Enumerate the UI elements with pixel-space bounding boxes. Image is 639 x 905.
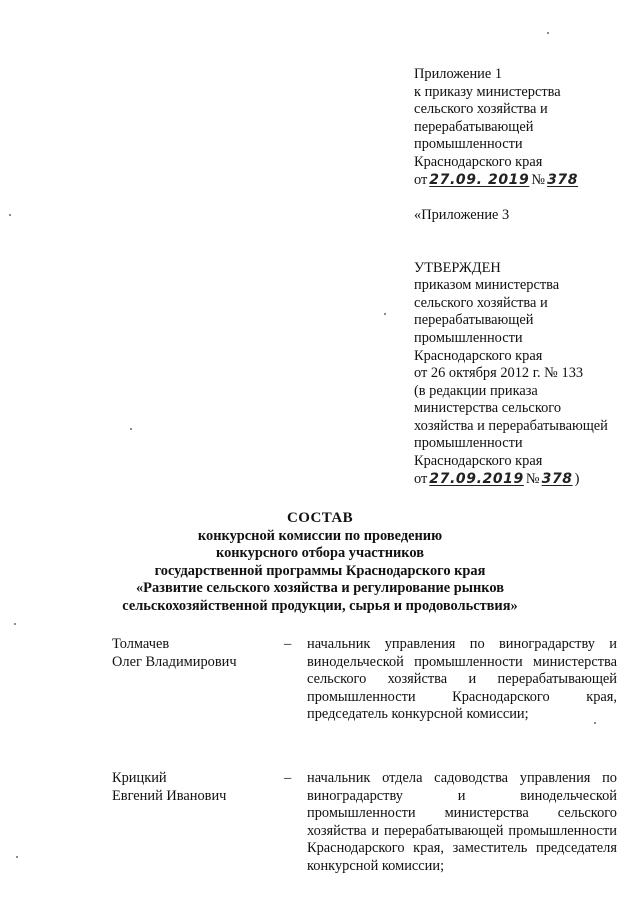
approved-line: приказом министерства (414, 277, 560, 294)
title-line: сельскохозяйственной продукции, сырья и продовольствия» (122, 597, 518, 614)
commission-member (112, 636, 617, 726)
number-prefix: № (531, 171, 546, 188)
member-name (112, 770, 282, 805)
member-name (112, 636, 282, 671)
document-title (95, 510, 545, 616)
appendix-line: Приложение 1 (414, 66, 503, 82)
approved-line: сельского хозяйства и (414, 294, 548, 311)
scan-speck (9, 214, 11, 216)
approved-line: Краснодарского края (414, 347, 543, 364)
date-prefix: от (414, 171, 428, 188)
number-prefix: № (525, 470, 540, 487)
member-surname: Крицкий (112, 770, 167, 786)
appendix-line: сельского хозяйства и (414, 101, 548, 118)
handwritten-date: 27.09.2019 (429, 470, 524, 487)
appendix-header (414, 66, 629, 488)
handwritten-number: 378 (547, 171, 579, 188)
appendix3-label: «Приложение 3 (414, 206, 510, 223)
approved-line: перерабатывающей (414, 312, 534, 329)
scan-speck (594, 722, 596, 724)
member-role: начальник управления по виноградарству и винодельческой промышленности министерства сельского хозяйства и перерабатывающей промышленности Краснодарского края, председатель конкурсной комиссии; (307, 636, 617, 723)
approved-date-line (414, 471, 629, 489)
appendix-line: перерабатывающей (414, 118, 534, 135)
member-given-names: Евгений Иванович (112, 787, 227, 804)
closing-paren: ) (574, 470, 580, 487)
title-heading: СОСТАВ (286, 510, 353, 526)
scan-speck (14, 623, 16, 625)
appendix-date-line (414, 172, 629, 190)
member-dash: – (284, 770, 292, 786)
approved-line: Краснодарского края (414, 453, 543, 470)
scan-speck (16, 856, 18, 858)
appendix-line: к приказу министерства (414, 83, 561, 100)
approved-heading: УТВЕРЖДЕН (414, 259, 501, 276)
approved-line: хозяйства и перерабатывающей (414, 417, 608, 434)
appendix-line: промышленности (414, 136, 523, 153)
approved-line: промышленности (414, 329, 523, 346)
title-line: конкурсного отбора участников (215, 545, 425, 562)
commission-member (112, 770, 617, 880)
approved-line: (в редакции приказа (414, 382, 538, 399)
date-prefix: от (414, 470, 428, 487)
member-role: начальник отдела садоводства управления по виноградарству и винодельческой промышленности министерства сельского хозяйства и перерабатывающей промышленности Краснодарского края, заместитель председателя конкурсной комиссии; (307, 770, 617, 874)
approved-line: министерства сельского (414, 400, 562, 417)
member-dash: – (284, 636, 292, 652)
title-line: конкурсной комиссии по проведению (197, 527, 443, 544)
handwritten-date: 27.09. 2019 (429, 171, 530, 188)
title-line: государственной программы Краснодарского края (154, 562, 486, 579)
title-line: «Развитие сельского хозяйства и регулирование рынков (135, 580, 504, 597)
appendix-line: Краснодарского края (414, 153, 543, 170)
scan-speck (130, 428, 132, 430)
scan-speck (547, 32, 549, 34)
approved-line: промышленности (414, 435, 523, 452)
member-surname: Толмачев (112, 636, 170, 652)
approved-line: от 26 октября 2012 г. № 133 (414, 365, 584, 382)
handwritten-number: 378 (541, 470, 573, 487)
member-given-names: Олег Владимирович (112, 653, 237, 670)
scan-speck (384, 313, 386, 315)
